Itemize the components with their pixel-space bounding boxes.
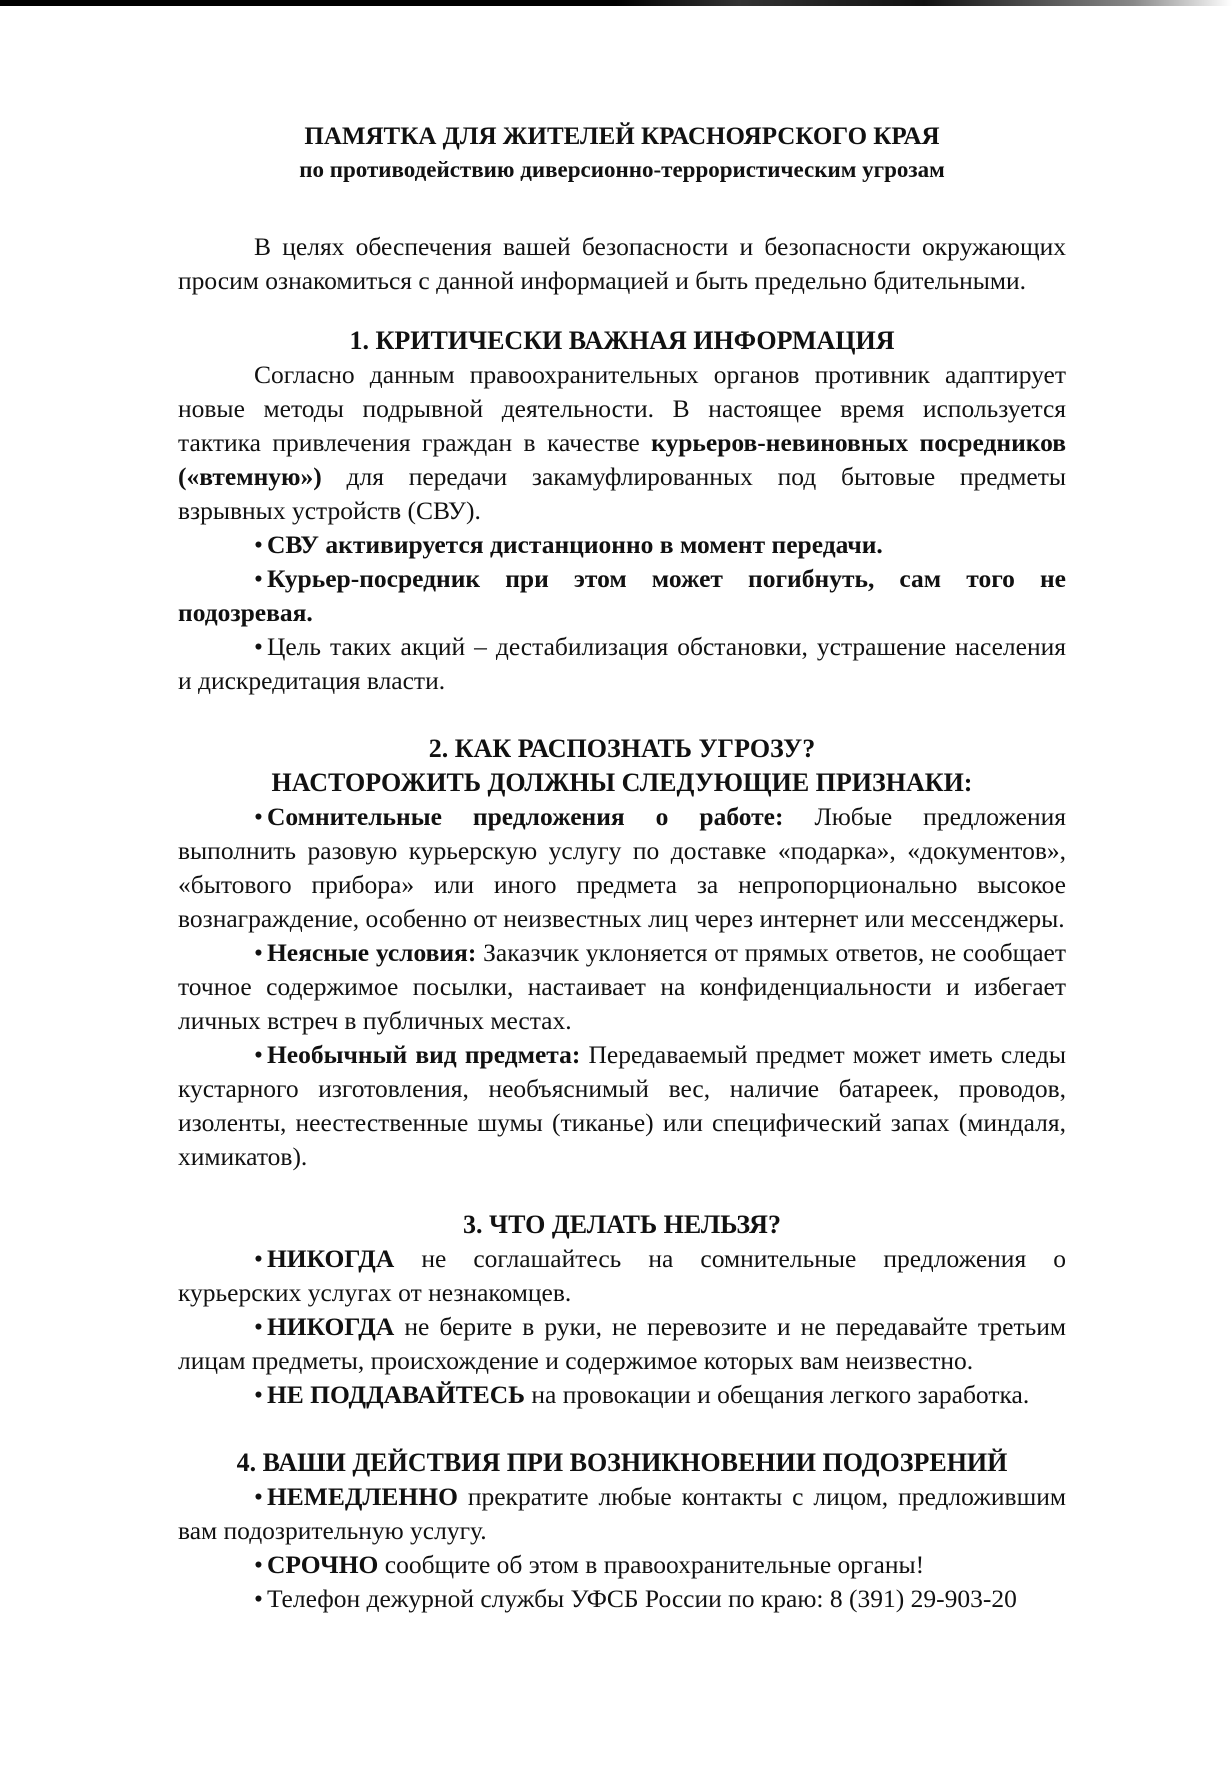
section-1-paragraph [178, 358, 1066, 528]
intro-paragraph: В целях обеспечения вашей безопасности и безопасности окружающих просим ознакомиться с данной информацией и быть предельно бдительными. [178, 232, 1066, 295]
section-4-bullet [178, 1480, 1066, 1548]
bullet-bold: Неясные условия: [266, 938, 477, 967]
phone-text: Телефон дежурной службы УФСБ России по краю: 8 (391) 29-903-20 [266, 1584, 1017, 1613]
bullet-text: прекратите любые контакты с лицом, предложившим вам подозрительную услугу. [178, 1482, 1066, 1545]
section-1-text-start: Согласно данным правоохранительных органов противник адаптирует новые методы подрывной деятельности. В настоящее время используется тактика привлечения граждан в качестве [178, 360, 1066, 457]
bullet-text: Любые предложения выполнить разовую курьерскую услугу по доставке «подарка», «документов», «бытового прибора» или иного предмета за непропорционально высокое вознаграждение, особенно от неизвестных лиц через интернет или мессенджеры. [178, 802, 1066, 933]
bullet-bold: НЕ ПОДДАВАЙТЕСЬ [266, 1380, 526, 1409]
document-page [178, 120, 1066, 1616]
section-1-text-end: для передачи закамуфлированных под бытовые предметы взрывных устройств (СВУ). [178, 462, 1066, 525]
section-3-bullet [178, 1242, 1066, 1310]
section-3-bullet [178, 1378, 1066, 1412]
bullet-bold: Сомнительные предложения о работе: [266, 802, 784, 831]
section-4-heading: 4. ВАШИ ДЕЙСТВИЯ ПРИ ВОЗНИКНОВЕНИИ ПОДОЗРЕНИЙ [236, 1448, 1008, 1477]
bullet-text: Цель таких акций – дестабилизация обстановки, устрашение населения и дискредитация власти. [178, 632, 1066, 695]
bullet-text: не берите в руки, не перевозите и не передавайте третьим лицам предметы, происхождение и содержимое которых вам неизвестно. [178, 1312, 1066, 1375]
bullet-text: Передаваемый предмет может иметь следы кустарного изготовления, необъяснимый вес, наличие батареек, проводов, изоленты, неестественные шумы (тиканье) или специфический запах (миндаля, химикатов). [178, 1040, 1067, 1171]
section-4-bullet-phone [178, 1582, 1066, 1616]
section-2-heading-line-1: 2. КАК РАСПОЗНАТЬ УГРОЗУ? [428, 734, 816, 763]
scan-edge-artifact [0, 0, 1232, 6]
bullet-text: сообщите об этом в правоохранительные органы! [378, 1550, 925, 1579]
section-2-bullet [178, 1038, 1066, 1174]
bullet-text: на провокации и обещания легкого заработка. [525, 1380, 1030, 1409]
section-2-heading-line-2: НАСТОРОЖИТЬ ДОЛЖНЫ СЛЕДУЮЩИЕ ПРИЗНАКИ: [271, 768, 973, 797]
section-1-bullet [178, 630, 1066, 698]
section-3-heading: 3. ЧТО ДЕЛАТЬ НЕЛЬЗЯ? [463, 1210, 781, 1239]
section-1-heading: 1. КРИТИЧЕСКИ ВАЖНАЯ ИНФОРМАЦИЯ [349, 326, 895, 355]
bullet-bold: НИКОГДА [266, 1244, 395, 1273]
section-2-bullet [178, 800, 1066, 936]
bullet-text: не соглашайтесь на сомнительные предложения о курьерских услугах от незнакомцев. [178, 1244, 1066, 1307]
bullet-text: Заказчик уклоняется от прямых ответов, не сообщает точное содержимое посылки, настаивает на конфиденциальности и избегает личных встреч в публичных местах. [178, 938, 1066, 1035]
section-1-text-bold: курьеров-невиновных посредников («втемную») [178, 428, 1067, 491]
bullet-bold: СРОЧНО [266, 1550, 379, 1579]
document-title: ПАМЯТКА ДЛЯ ЖИТЕЛЕЙ КРАСНОЯРСКОГО КРАЯ [304, 123, 940, 150]
section-3-bullet [178, 1310, 1066, 1378]
bullet-bold: НЕМЕДЛЕННО [266, 1482, 458, 1511]
document-subtitle: по противодействию диверсионно-террористическим угрозам [299, 157, 945, 182]
bullet-bold: НИКОГДА [266, 1312, 395, 1341]
bullet-bold: СВУ активируется дистанционно в момент передачи. [266, 530, 883, 559]
section-4-bullet [178, 1548, 1066, 1582]
section-1-bullet [178, 528, 1066, 562]
bullet-bold: Курьер-посредник при этом может погибнуть, сам того не подозревая. [178, 564, 1066, 627]
section-1-bullet [178, 562, 1066, 630]
section-2-bullet [178, 936, 1066, 1038]
bullet-bold: Необычный вид предмета: [266, 1040, 581, 1069]
